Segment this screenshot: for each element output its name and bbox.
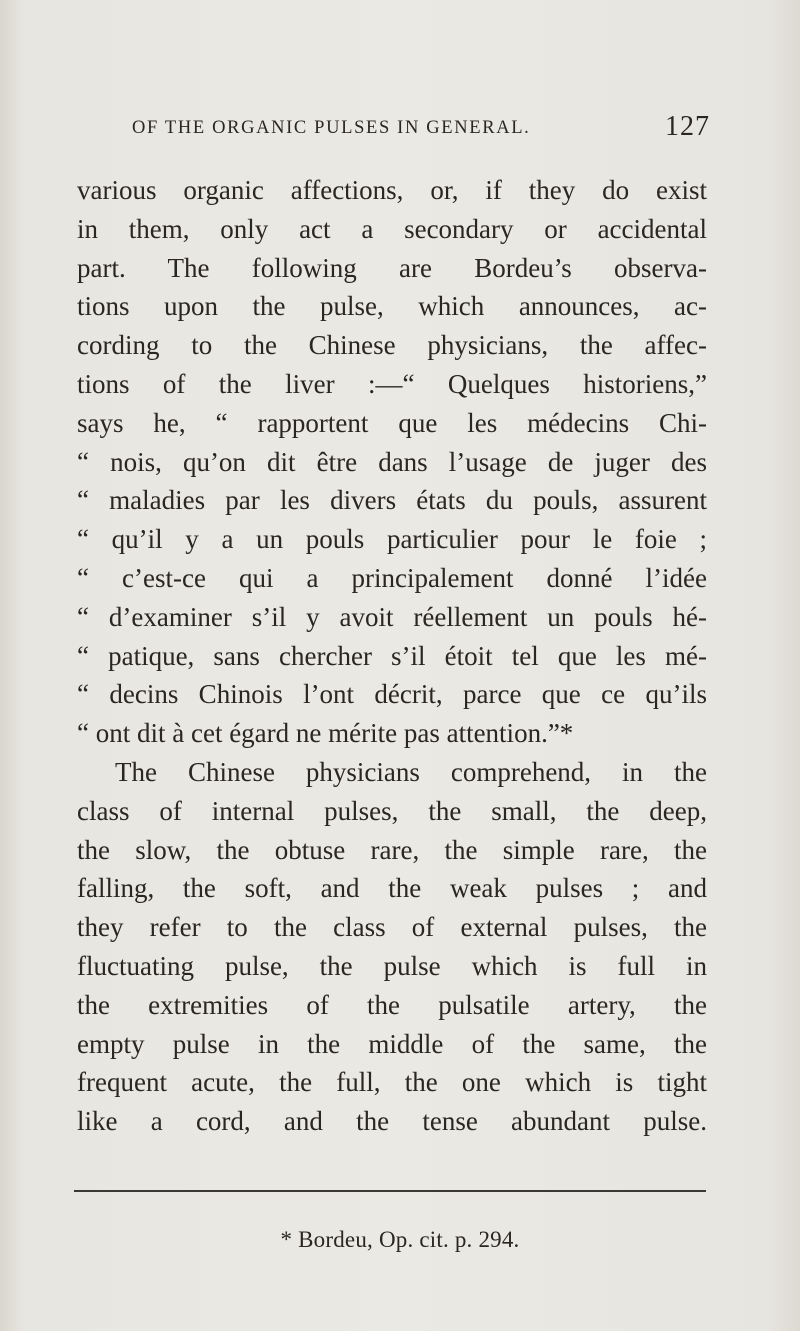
text-line: part. The following are Bordeu’s observa-	[77, 252, 707, 283]
text-line: “ c’est-ce qui a principalement donné l’idée	[77, 562, 707, 593]
text-line: “ qu’il y a un pouls particulier pour le foie ;	[77, 524, 707, 555]
text-line: like a cord, and the tense abundant pulse.	[77, 1106, 707, 1137]
text-line: “ decins Chinois l’ont décrit, parce que ce qu’ils	[77, 679, 707, 710]
running-title: OF THE ORGANIC PULSES IN GENERAL.	[132, 118, 531, 138]
text-line: various organic affections, or, if they do exist	[77, 175, 707, 205]
text-line: fluctuating pulse, the pulse which is full in	[77, 950, 707, 981]
text-line: class of internal pulses, the small, the deep,	[77, 795, 707, 826]
page-header	[132, 111, 722, 154]
text-line: the extremities of the pulsatile artery, the	[77, 989, 707, 1020]
text-line: cording to the Chinese physicians, the affec-	[77, 330, 707, 361]
text-line: says he, “ rapportent que les médecins Chi-	[77, 407, 707, 438]
page-number: 127	[665, 111, 710, 142]
text-line: “ patique, sans chercher s’il étoit tel que les mé-	[77, 640, 707, 671]
text-line: frequent acute, the full, the one which is tight	[77, 1067, 707, 1098]
text-line: they refer to the class of external pulses, the	[77, 912, 707, 943]
text-line: the slow, the obtuse rare, the simple rare, the	[77, 834, 707, 865]
text-line: “ d’examiner s’il y avoit réellement un pouls hé-	[77, 601, 707, 632]
text-line: tions upon the pulse, which announces, ac-	[77, 291, 707, 322]
main-text	[77, 171, 707, 1141]
footnote-rule	[74, 1190, 706, 1192]
text-line: The Chinese physicians comprehend, in the	[115, 756, 707, 787]
text-line: in them, only act a secondary or accidental	[77, 213, 707, 244]
text-line: empty pulse in the middle of the same, the	[77, 1028, 707, 1059]
text-line: “ ont dit à cet égard ne mérite pas attention.”*	[77, 718, 574, 749]
text-line: tions of the liver :—“ Quelques historiens,”	[77, 368, 707, 399]
footnote: * Bordeu, Op. cit. p. 294.	[280, 1227, 520, 1252]
text-line: falling, the soft, and the weak pulses ; and	[77, 873, 707, 904]
text-line: “ maladies par les divers états du pouls, assurent	[77, 485, 707, 516]
text-line: “ nois, qu’on dit être dans l’usage de juger des	[77, 446, 707, 477]
